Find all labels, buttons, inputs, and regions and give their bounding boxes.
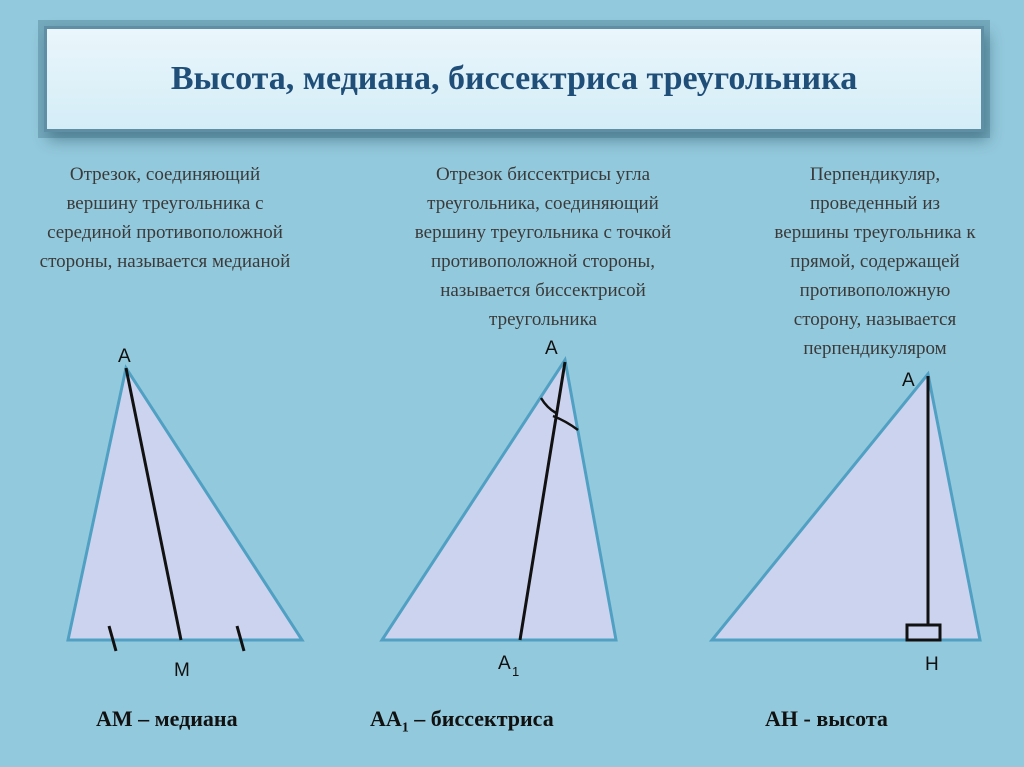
bisector-caption [370, 706, 554, 736]
height-point-label: H [925, 654, 939, 675]
median-description-line: вершину треугольника с [66, 193, 264, 214]
bisector-triangle [382, 360, 616, 640]
bisector-caption-rest: – биссектриса [408, 706, 554, 731]
height-caption: AH - высота [765, 706, 888, 731]
bisector-description-line: треугольника, соединяющий [427, 193, 659, 214]
bisector-description-line: Отрезок биссектрисы угла [435, 164, 651, 185]
bisector-point-subscript: 1 [512, 664, 520, 679]
height-description-line: проведенный из [809, 193, 940, 214]
height-description-line: сторону, называется [793, 309, 957, 330]
height-description-line: перпендикуляром [803, 338, 947, 359]
height-description-line: прямой, содержащей [790, 251, 960, 272]
median-description-line: Отрезок, соединяющий [69, 164, 261, 185]
bisector-description-line: противоположной стороны, [430, 251, 656, 272]
median-description-line: стороны, называется медианой [39, 251, 291, 272]
median-description-line: серединой противоположной [47, 222, 283, 243]
bisector-caption-main: AA [370, 706, 402, 731]
height-description-line: Перпендикуляр, [809, 164, 941, 185]
height-description-line: вершины треугольника к [774, 222, 976, 243]
bisector-caption-subscript: 1 [401, 720, 409, 736]
bisector-point-label: A [498, 653, 511, 674]
median-vertex-label: A [118, 346, 131, 367]
median-point-label: M [174, 660, 190, 681]
height-vertex-label: A [902, 370, 915, 391]
bisector-description-line: называется биссектрисой [440, 280, 646, 301]
height-triangle [712, 374, 980, 640]
page-title: Высота, медиана, биссектриса треугольника [170, 60, 858, 97]
bisector-description-line: треугольника [489, 309, 597, 330]
bisector-description-line: вершину треугольника с точкой [414, 222, 672, 243]
median-triangle [68, 368, 302, 640]
right-angle-mark [907, 625, 940, 640]
median-caption: AM – медиана [96, 706, 238, 731]
height-description-line: противоположную [799, 280, 951, 301]
bisector-vertex-label: A [545, 338, 558, 359]
